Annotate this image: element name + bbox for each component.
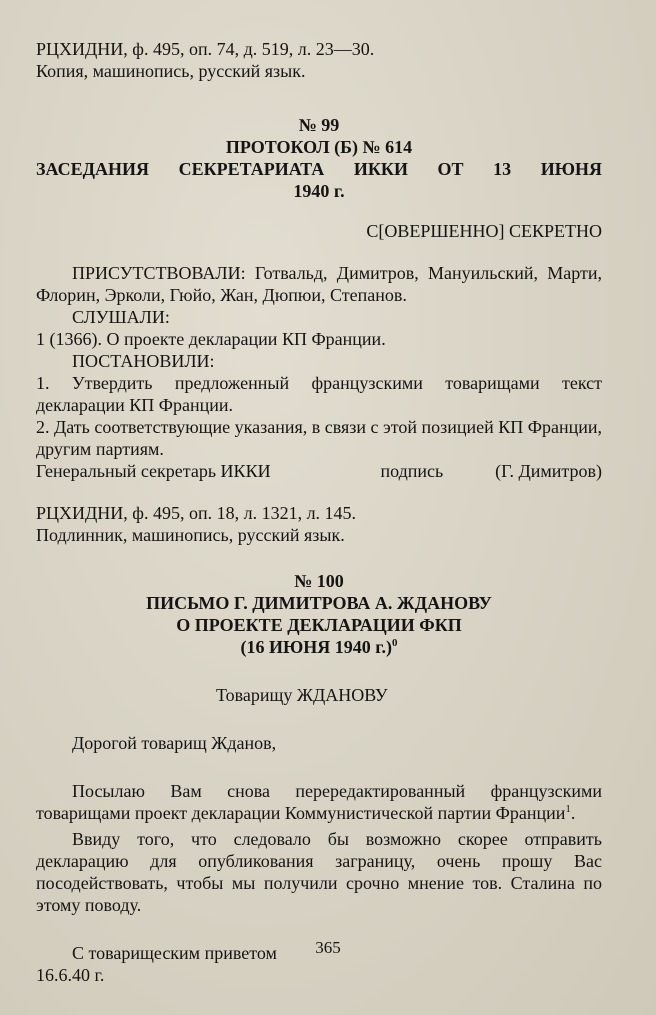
paragraph-1-text: Посылаю Вам снова перередактированный французскими товарищами проект декларации Коммунистической партии Франции: [36, 781, 602, 823]
letter-date: 16.6.40 г.: [36, 965, 105, 985]
letter-title-line-2: О ПРОЕКТЕ ДЕКЛАРАЦИИ ФКП: [176, 615, 462, 635]
resolved-item-1: 1. Утвердить предложенный французскими товарищами текст декларации КП Франции.: [36, 373, 602, 415]
letter-title-line-3: [36, 636, 602, 658]
addressee: Товарищу ЖДАНОВУ: [216, 685, 388, 705]
title-footnote-marker: 0: [391, 637, 398, 649]
letter-title-line-1: ПИСЬМО Г. ДИМИТРОВА А. ЖДАНОВУ: [146, 593, 492, 613]
greeting: Дорогой товарищ Жданов,: [72, 733, 277, 753]
archive-reference: РЦХИДНИ, ф. 495, оп. 74, д. 519, л. 23—30.: [36, 39, 375, 59]
letter-paragraph-1: [36, 780, 602, 824]
heard-item: 1 (1366). О проекте декларации КП Франции.: [36, 329, 386, 349]
document-number: № 99: [298, 115, 340, 135]
document-number-2: № 100: [294, 571, 344, 591]
original-description: Подлинник, машинопись, русский язык.: [36, 525, 345, 545]
document-title-line-2: ЗАСЕДАНИЯ СЕКРЕТАРИАТА ИККИ ОТ 13 ИЮНЯ: [36, 159, 602, 179]
document-page: [36, 38, 602, 986]
signature-row: [36, 460, 602, 482]
letter-date-title: (16 ИЮНЯ 1940 г.): [240, 637, 392, 657]
letter-paragraph-2: Ввиду того, что следовало бы возможно скорее отправить декларацию для опубликования заграницу, очень прошу Вас посодействовать, чтобы мы получили срочно мнение тов. Сталина по этому поводу.: [36, 829, 602, 915]
closing-salutation: С товарищеским приветом: [72, 943, 277, 963]
signature-mark: подпись: [380, 461, 444, 481]
classification-stamp: С[ОВЕРШЕННО] СЕКРЕТНО: [366, 221, 602, 241]
signatory-role: Генеральный секретарь ИККИ: [36, 461, 271, 481]
document-title-line-1: ПРОТОКОЛ (Б) № 614: [225, 137, 413, 157]
signatory-name: (Г. Димитров): [495, 461, 602, 481]
document-title-line-3: 1940 г.: [293, 181, 345, 201]
footnote-marker-1: 1: [565, 803, 571, 815]
attendees-paragraph: ПРИСУТСТВОВАЛИ: Готвальд, Димитров, Мануильский, Марти, Флорин, Эрколи, Гюйо, Жан, Дюпюи, Степанов.: [36, 263, 602, 305]
heard-label: СЛУШАЛИ:: [72, 307, 170, 327]
resolved-label: ПОСТАНОВИЛИ:: [72, 351, 215, 371]
copy-description: Копия, машинопись, русский язык.: [36, 61, 306, 81]
page-number: 365: [315, 938, 341, 957]
paragraph-1-end: .: [570, 803, 576, 823]
archive-reference-2: РЦХИДНИ, ф. 495, оп. 18, л. 1321, л. 145.: [36, 503, 357, 523]
resolved-item-2: 2. Дать соответствующие указания, в связи с этой позицией КП Франции, другим партиям.: [36, 417, 602, 459]
